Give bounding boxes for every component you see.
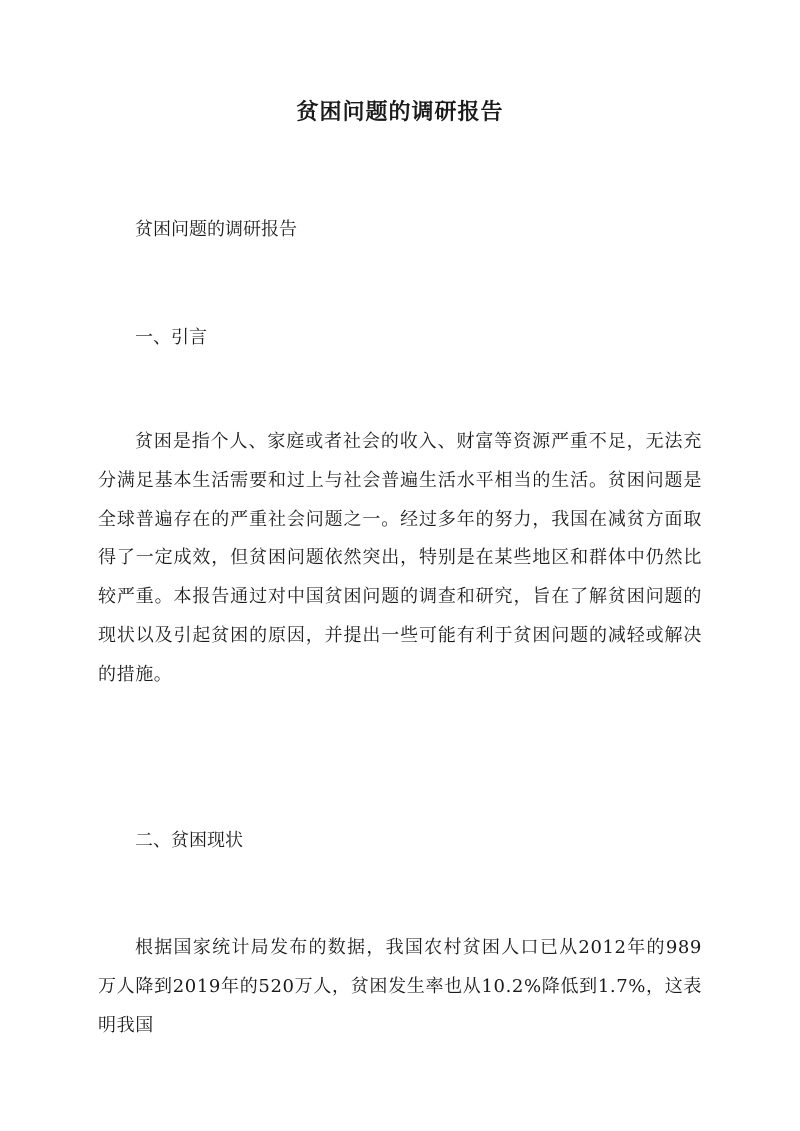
document-subtitle: 贫困问题的调研报告 xyxy=(135,219,297,240)
section-heading-introduction: 一、引言 xyxy=(135,327,207,348)
document-title: 贫困问题的调研报告 xyxy=(296,99,504,125)
section-paragraph-poverty-status: 根据国家统计局发布的数据，我国农村贫困人口已从2012年的989万人降到2019年的520万人，贫困发生率也从10.2%降低到1.7%，这表明我国 xyxy=(98,937,702,1036)
section-paragraph-introduction: 贫困是指个人、家庭或者社会的收入、财富等资源严重不足，无法充分满足基本生活需要和过上与社会普遍生活水平相当的生活。贫困问题是全球普遍存在的严重社会问题之一。经过多年的努力，我国在减贫方面取得了一定成效，但贫困问题依然突出，特别是在某些地区和群体中仍然比较严重。本报告通过对中国贫困问题的调查和研究，旨在了解贫困问题的现状以及引起贫困的原因，并提出一些可能有利于贫困问题的减轻或解决的措施。 xyxy=(98,431,702,685)
section-heading-poverty-status: 二、贫困现状 xyxy=(135,830,243,851)
